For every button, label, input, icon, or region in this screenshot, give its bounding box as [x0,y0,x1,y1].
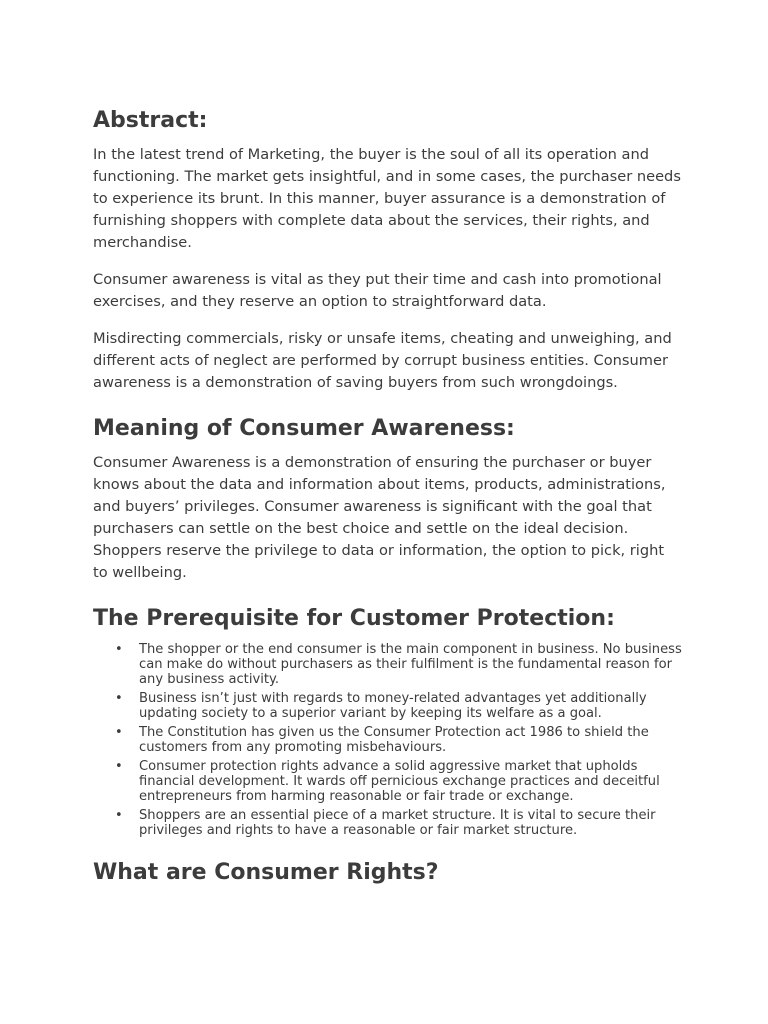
abstract-paragraph-2: Consumer awareness is vital as they put their time and cash into promotional exercises, and they reserve an option to straightforward data. [93,271,662,310]
meaning-paragraph-1: Consumer Awareness is a demonstration of ensuring the purchaser or buyer knows about the data and information about items, products, administrations, and buyers’ privileges. Consumer awareness is significant with the goal that purchasers can settle on the best choice and settle on the ideal decision. Shoppers reserve the privilege to data or information, the option to pick, right to wellbeing. [93,454,666,581]
heading-abstract: Abstract: [93,108,208,133]
list-item-text: The shopper or the end consumer is the main component in business. No business can make do without purchasers as their fulfilment is the fundamental reason for any business activity. [139,642,682,687]
bullet-icon: • [115,759,123,774]
abstract-paragraph-3: Misdirecting commercials, risky or unsafe items, cheating and unweighing, and different acts of neglect are performed by corrupt business entities. Consumer awareness is a demonstration of saving buyers from such wrongdoings. [93,330,672,391]
document-content [93,106,683,896]
list-item [115,642,683,687]
list-item [115,691,683,721]
list-item-text: Shoppers are an essential piece of a market structure. It is vital to secure their privileges and rights to have a reasonable or fair market structure. [139,808,656,838]
heading-prerequisite-customer-protection: The Prerequisite for Customer Protection: [93,606,615,631]
prerequisite-bullet-list [93,642,683,838]
bullet-icon: • [115,725,123,740]
heading-meaning-of-consumer-awareness: Meaning of Consumer Awareness: [93,416,515,441]
list-item [115,759,683,804]
abstract-paragraph-1: In the latest trend of Marketing, the buyer is the soul of all its operation and functioning. The market gets insightful, and in some cases, the purchaser needs to experience its brunt. In this manner, buyer assurance is a demonstration of furnishing shoppers with complete data about the services, their rights, and merchandise. [93,146,681,251]
bullet-icon: • [115,691,123,706]
list-item-text: The Constitution has given us the Consumer Protection act 1986 to shield the customers from any promoting misbehaviours. [139,725,649,755]
list-item-text: Business isn’t just with regards to money-related advantages yet additionally updating society to a superior variant by keeping its welfare as a goal. [139,691,647,721]
bullet-icon: • [115,808,123,823]
list-item [115,808,683,838]
heading-what-are-consumer-rights: What are Consumer Rights? [93,860,439,885]
bullet-icon: • [115,642,123,657]
list-item-text: Consumer protection rights advance a solid aggressive market that upholds financial development. It wards off pernicious exchange practices and deceitful entrepreneurs from harming reasonable or fair trade or exchange. [139,759,660,804]
list-item [115,725,683,755]
